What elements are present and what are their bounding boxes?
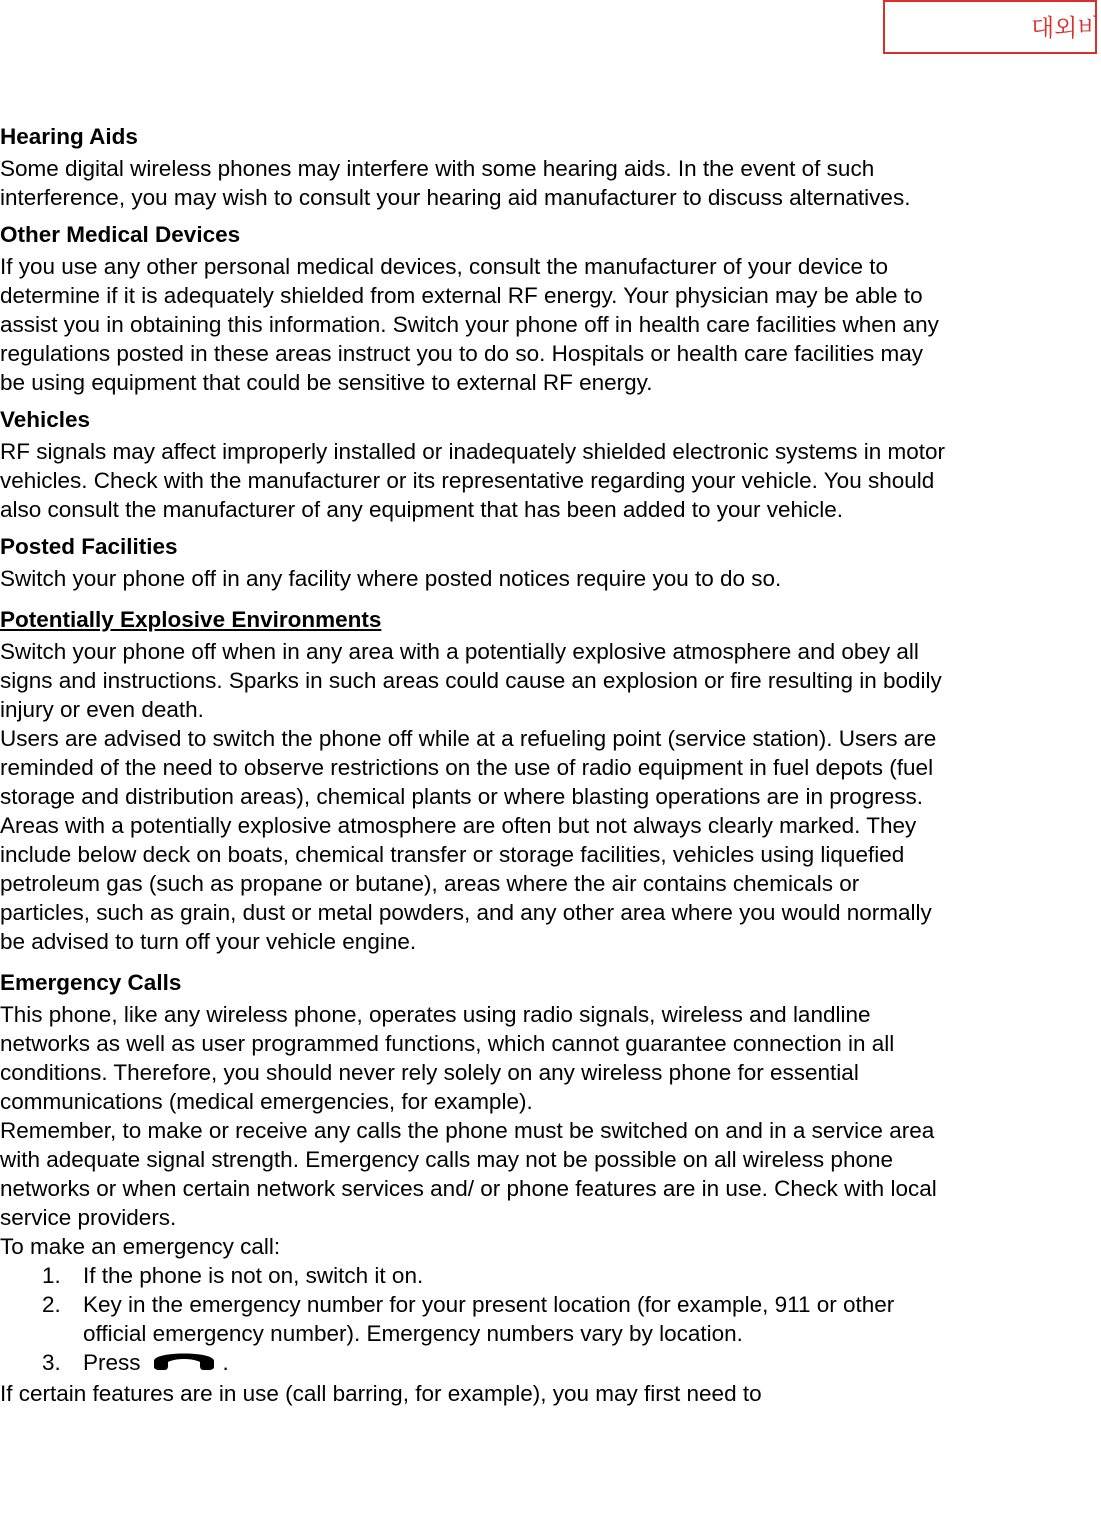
- list-item: [0, 1261, 945, 1290]
- list-item-suffix: .: [222, 1350, 229, 1375]
- list-item-text: Press: [83, 1350, 141, 1375]
- heading-other-medical-devices: Other Medical Devices: [0, 222, 241, 247]
- heading-potentially-explosive-environments: Potentially Explosive Environments: [0, 607, 382, 632]
- list-number: 1.: [42, 1263, 61, 1288]
- heading-emergency-calls: Emergency Calls: [0, 970, 182, 995]
- paragraph: To make an emergency call:: [0, 1234, 281, 1259]
- paragraph: If you use any other personal medical devices, consult the manufacturer of your device to determine if it is adequately shielded from external RF energy. Your physician may be able to assist you in obtaining this information. Switch your phone off in health care facilities when any regulations posted in these areas instruct you to do so. Hospitals or health care facilities may be using equipment that could be sensitive to external RF energy.: [0, 254, 939, 395]
- paragraph: Switch your phone off when in any area with a potentially explosive atmosphere and obey all signs and instructions. Sparks in such areas could cause an explosion or fire resulting in bodily injury or even death.: [0, 639, 942, 722]
- paragraph: Remember, to make or receive any calls the phone must be switched on and in a service area with adequate signal strength. Emergency calls may not be possible on all wireless phone networks or when certain network services and/ or phone features are in use. Check with local service providers.: [0, 1118, 937, 1230]
- list-item-text: If the phone is not on, switch it on.: [83, 1263, 424, 1288]
- phone-send-key-icon: [151, 1346, 217, 1379]
- heading-posted-facilities: Posted Facilities: [0, 534, 178, 559]
- section-posted-facilities: [0, 532, 945, 593]
- paragraph: Switch your phone off in any facility where posted notices require you to do so.: [0, 566, 782, 591]
- heading-vehicles: Vehicles: [0, 407, 91, 432]
- emergency-steps-list: [0, 1261, 945, 1379]
- section-vehicles: [0, 405, 945, 524]
- section-potentially-explosive-environments: [0, 605, 945, 956]
- list-number: 3.: [42, 1350, 61, 1375]
- paragraph: This phone, like any wireless phone, operates using radio signals, wireless and landline networks as well as user programmed functions, which cannot guarantee connection in all conditions. Therefore, you should never rely solely on any wireless phone for essential communications (medical emergencies, for example).: [0, 1002, 895, 1114]
- paragraph: Users are advised to switch the phone off while at a refueling point (service station). Users are reminded of the need to observe restrictions on the use of radio equipment in fuel depots (fuel storage and distribution areas), chemical plants or where blasting operations are in progress.: [0, 726, 937, 809]
- heading-hearing-aids: Hearing Aids: [0, 124, 138, 149]
- list-number: 2.: [42, 1292, 61, 1317]
- paragraph: Areas with a potentially explosive atmosphere are often but not always clearly marked. They include below deck on boats, chemical transfer or storage facilities, vehicles using liquefied petroleum gas (such as propane or butane), areas where the air contains chemicals or particles, such as grain, dust or metal powders, and any other area where you would normally be advised to turn off your vehicle engine.: [0, 813, 932, 954]
- list-item: [0, 1348, 945, 1379]
- paragraph: Some digital wireless phones may interfere with some hearing aids. In the event of such interference, you may wish to consult your hearing aid manufacturer to discuss alternatives.: [0, 156, 911, 210]
- confidential-stamp: [883, 0, 1101, 54]
- stamp-text: 대외비: [1031, 14, 1101, 42]
- section-hearing-aids: [0, 122, 945, 212]
- list-item: [0, 1290, 945, 1348]
- list-item-text: Key in the emergency number for your present location (for example, 911 or other official emergency number). Emergency numbers vary by location.: [83, 1292, 895, 1346]
- paragraph: If certain features are in use (call barring, for example), you may first need to: [0, 1381, 762, 1406]
- paragraph: RF signals may affect improperly installed or inadequately shielded electronic systems in motor vehicles. Check with the manufacturer or its representative regarding your vehicle. You should also consult the manufacturer of any equipment that has been added to your vehicle.: [0, 439, 946, 522]
- document-body: [0, 122, 945, 1408]
- section-other-medical-devices: [0, 220, 945, 397]
- section-emergency-calls: [0, 968, 945, 1408]
